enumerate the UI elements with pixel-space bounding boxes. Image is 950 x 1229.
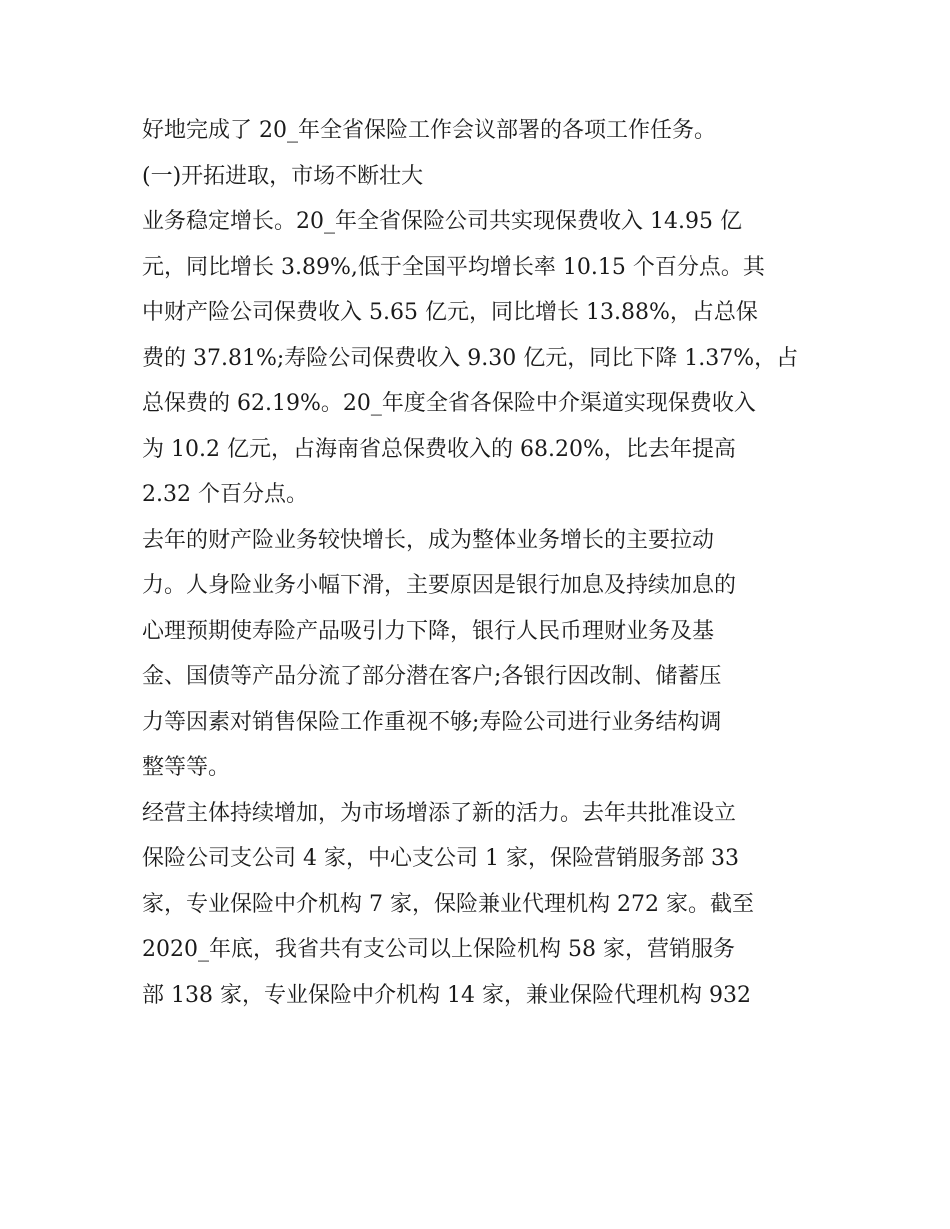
text-line: 元，同比增长 3.89%,低于全国平均增长率 10.15 个百分点。其 xyxy=(142,254,765,280)
text-line: 心理预期使寿险产品吸引力下降，银行人民币理财业务及基 xyxy=(142,618,715,644)
text-line: 中财产险公司保费收入 5.65 亿元，同比增长 13.88%，占总保 xyxy=(142,300,758,325)
text-line: 经营主体持续增加，为市场增添了新的活力。去年共批准设立 xyxy=(142,800,737,826)
text-line: 力等因素对销售保险工作重视不够;寿险公司进行业务结构调 xyxy=(142,709,722,735)
section-heading: (一)开拓进取，市场不断壮大 xyxy=(142,163,424,189)
text-line: 2.32 个百分点。 xyxy=(142,482,308,507)
text-line: 总保费的 62.19%。20_年度全省各保险中介渠道实现保费收入 xyxy=(142,391,756,416)
text-line: 业务稳定增长。20_年全省保险公司共实现保费收入 14.95 亿 xyxy=(142,209,742,234)
text-line: 去年的财产险业务较快增长，成为整体业务增长的主要拉动 xyxy=(142,527,715,553)
body-text xyxy=(142,108,822,1018)
text-line: 好地完成了 20_年全省保险工作会议部署的各项工作任务。 xyxy=(142,118,716,143)
text-line: 费的 37.81%;寿险公司保费收入 9.30 亿元，同比下降 1.37%，占 xyxy=(142,345,799,371)
text-line: 整等等。 xyxy=(142,755,231,780)
text-line: 为 10.2 亿元，占海南省总保费收入的 68.20%，比去年提高 xyxy=(142,436,736,462)
text-line: 2020_年底，我省共有支公司以上保险机构 58 家，营销服务 xyxy=(142,937,735,962)
text-line: 力。人身险业务小幅下滑，主要原因是银行加息及持续加息的 xyxy=(142,573,737,598)
text-line: 部 138 家，专业保险中介机构 14 家，兼业保险代理机构 932 xyxy=(142,982,751,1008)
text-line: 家，专业保险中介机构 7 家，保险兼业代理机构 272 家。截至 xyxy=(142,891,754,917)
text-line: 金、国债等产品分流了部分潜在客户;各银行因改制、储蓄压 xyxy=(142,664,722,689)
text-line: 保险公司支公司 4 家，中心支公司 1 家，保险营销服务部 33 xyxy=(142,846,739,871)
